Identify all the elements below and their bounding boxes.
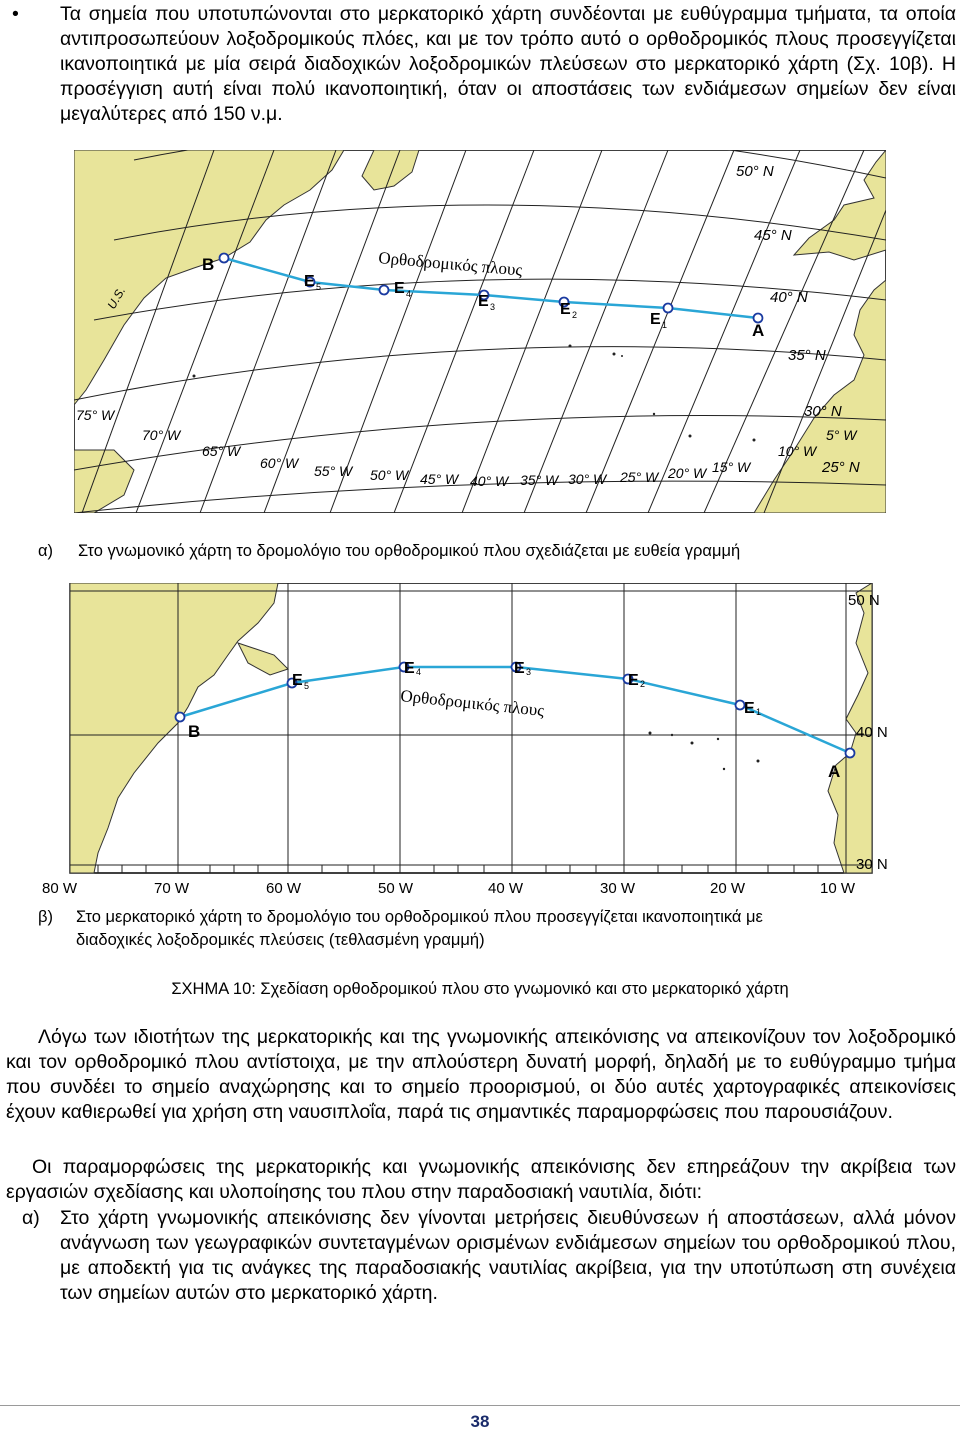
- point-label-e2: E: [628, 672, 639, 689]
- lon-label: 10° W: [778, 443, 817, 459]
- point-label-e3: E: [514, 660, 525, 677]
- route-label-b: Ορθοδρομικός πλους: [399, 686, 546, 721]
- lon-label: 30 W: [600, 880, 636, 897]
- lon-label: 30° W: [568, 471, 607, 487]
- svg-text:5: 5: [316, 282, 322, 292]
- lon-label: 15° W: [712, 459, 751, 475]
- point-label-b: B: [188, 722, 201, 741]
- bullet-icon: •: [12, 3, 19, 25]
- list-item-a: Στο χάρτη γνωμονικής απεικόνισης δεν γίνονται μετρήσεις διευθύνσεων ή αποστάσεων, αλλά μόνον ανάγνωση των γεωγραφικών συντεταγμένων ορισμένων ενδιάμεσων σημείων του ορθοδρομικού πλου, με αποδεκτή για τις ανάγκες της παραδοσιακής ναυτιλίας ακρίβεια, για την υποτύπωση στη συνέχεια των σημείων αυτών στο μερκατορικό χάρτη.: [60, 1207, 956, 1304]
- point-label-e5: E: [304, 273, 315, 290]
- lat-label: 50° N: [736, 163, 774, 180]
- caption-a: Στο γνωμονικό χάρτη το δρομολόγιο του ορθοδρομικού πλου σχεδιάζεται με ευθεία γραμμή: [78, 542, 741, 560]
- mercator-chart: [38, 583, 900, 901]
- svg-text:2: 2: [572, 310, 578, 320]
- svg-text:4: 4: [416, 667, 422, 677]
- gnomonic-chart: [74, 150, 886, 513]
- footer-divider: [0, 1405, 960, 1406]
- lon-label: 40 W: [488, 880, 524, 897]
- lat-label: 35° N: [788, 347, 826, 364]
- svg-text:2: 2: [640, 679, 646, 689]
- caption-b-marker: β): [38, 908, 53, 926]
- page-number: 38: [470, 1412, 490, 1431]
- lat-label: 30 N: [856, 856, 888, 873]
- point-label-a: A: [828, 762, 841, 781]
- lat-label: 25° N: [822, 459, 860, 476]
- lon-label: 35° W: [520, 472, 559, 488]
- coast-label: U.S.: [104, 284, 129, 312]
- point-label-e4: E: [404, 660, 415, 677]
- lon-label: 60° W: [260, 455, 299, 471]
- lat-label: 30° N: [804, 403, 842, 420]
- lon-label: 70 W: [154, 880, 190, 897]
- lon-label: 70° W: [142, 427, 181, 443]
- point-label-e2: E: [560, 301, 571, 318]
- lon-label: 10 W: [820, 880, 856, 897]
- lat-label: 45° N: [754, 227, 792, 244]
- point-label-e3: E: [478, 293, 489, 310]
- lon-label: 5° W: [826, 427, 857, 443]
- svg-text:3: 3: [490, 302, 496, 312]
- lon-label: 20° W: [668, 465, 707, 481]
- lon-label: 65° W: [202, 443, 241, 459]
- point-label-e4: E: [394, 280, 405, 297]
- lon-label: 80 W: [42, 880, 78, 897]
- svg-text:1: 1: [756, 707, 762, 717]
- body-paragraph-2: Οι παραμορφώσεις της μερκατορικής και γνωμονικής απεικόνισης δεν επηρεάζουν την ακρίβεια των εργασιών σχεδίασης και υλοποίησης του πλου στην παραδοσιακή ναυτιλία, διότι:: [6, 1156, 956, 1203]
- caption-b-line1: Στο μερκατορικό χάρτη το δρομολόγιο του ορθοδρομικού πλου προσεγγίζεται ικανοποιητικά με: [76, 908, 763, 926]
- body-paragraph-1: Λόγω των ιδιοτήτων της μερκατορικής και της γνωμονικής απεικόνισης να απεικονίζουν τον λοξοδρομικό και τον ορθοδρομικό πλου αντίστοιχα, με την απλούστερη δυνατή μορφή, δηλαδή με το ευθύγραμμο τμήμα που συνδέει το σημείο αναχώρησης και το σημείο προορισμού, οι δύο αυτές χαρτογραφικές απεικονίσεις έχουν καθιερωθεί για χρήση στη ναυσιπλοΐα, παρά τις σημαντικές παραμορφώσεις που παρουσιάζουν.: [6, 1026, 956, 1123]
- lon-label: 50 W: [378, 880, 414, 897]
- route-label-a: Ορθοδρομικός πλους: [377, 248, 523, 280]
- lon-label: 45° W: [420, 471, 459, 487]
- lon-label: 60 W: [266, 880, 302, 897]
- point-label-e1: E: [744, 700, 755, 717]
- lon-label: 55° W: [314, 463, 353, 479]
- lon-label: 40° W: [470, 473, 509, 489]
- lon-label: 25° W: [620, 469, 659, 485]
- svg-text:4: 4: [406, 289, 412, 299]
- point-label-e5: E: [292, 672, 303, 689]
- point-label-a: A: [752, 321, 765, 340]
- caption-b-line2: διαδοχικές λοξοδρομικές πλεύσεις (τεθλασμένη γραμμή): [76, 931, 485, 949]
- svg-text:3: 3: [526, 667, 532, 677]
- list-item-marker: α): [22, 1207, 40, 1229]
- lat-label: 40° N: [770, 289, 808, 306]
- lon-label: 20 W: [710, 880, 746, 897]
- lon-label: 75° W: [76, 407, 115, 423]
- svg-text:1: 1: [662, 320, 668, 330]
- lon-label: 50° W: [370, 467, 409, 483]
- svg-text:5: 5: [304, 681, 310, 691]
- point-label-e1: E: [650, 311, 661, 328]
- lat-label: 40 N: [856, 724, 888, 741]
- intro-paragraph: Τα σημεία που υποτυπώνονται στο μερκατορικό χάρτη συνδέονται με ευθύγραμμα τμήματα, τα οποία αντιπροσωπεύουν λοξοδρομικούς πλόες, και με τον τρόπο αυτό ο ορθοδρομικός πλους προσεγγίζεται ικανοποιητικά με μία σειρά διαδοχικών λοξοδρομικών πλεύσεων στο μερκατορικό χάρτη (Σχ. 10β). Η προσέγγιση αυτή είναι πολύ ικανοποιητική, όταν οι αποστάσεις των ενδιάμεσων σημείων δεν είναι μεγαλύτερες από 150 ν.μ.: [60, 3, 956, 125]
- point-label-b: B: [202, 255, 215, 274]
- lat-label: 50 N: [848, 592, 880, 609]
- caption-a-marker: α): [38, 542, 54, 560]
- figure-title: ΣΧΗΜΑ 10: Σχεδίαση ορθοδρομικού πλου στο γνωμονικό και στο μερκατορικό χάρτη: [171, 980, 789, 998]
